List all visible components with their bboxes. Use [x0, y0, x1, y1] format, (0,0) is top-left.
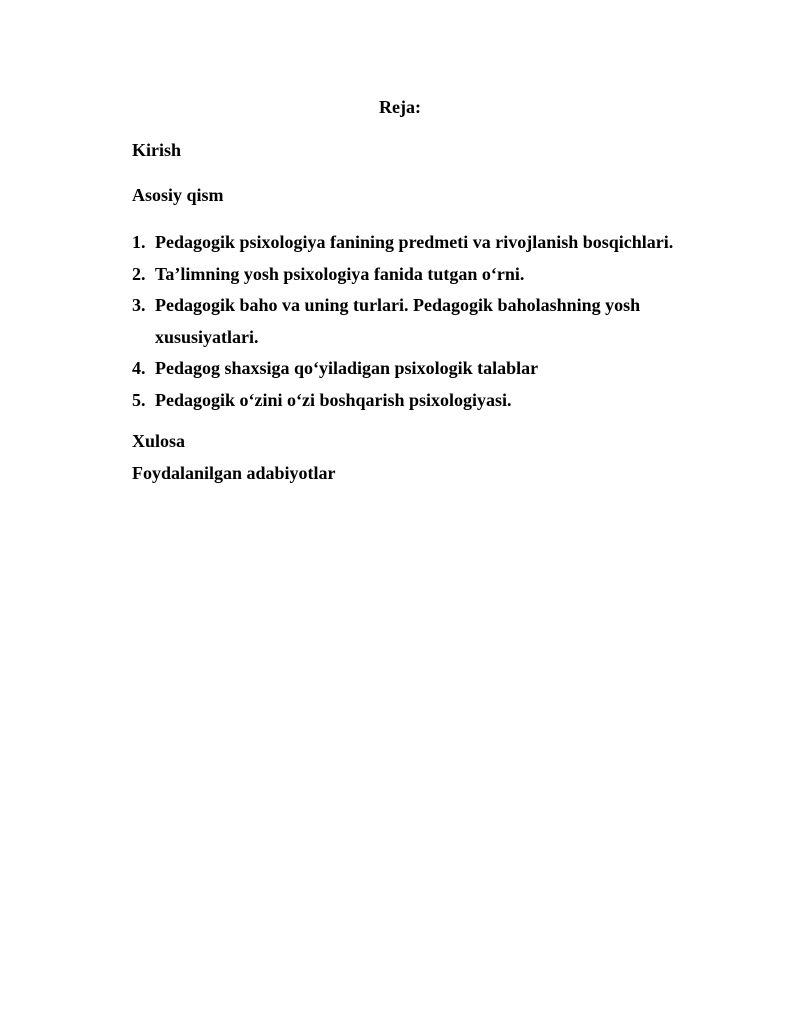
intro-heading: Kirish	[132, 140, 182, 160]
list-item-number: 3.	[132, 295, 146, 316]
plan-title: Reja:	[379, 97, 421, 117]
list-item-text: Pedagogik psixologiya fanining predmeti va rivojlanish bosqichlari.	[155, 232, 674, 252]
list-item-text: Ta’limning yosh psixologiya fanida tutgan o‘rni.	[155, 263, 525, 284]
main-part-list	[132, 227, 692, 417]
list-item-text: Pedagog shaxsiga qo‘yiladigan psixologik talablar	[155, 358, 539, 379]
references-heading: Foydalanilgan adabiyotlar	[132, 463, 336, 483]
list-item-number: 1.	[132, 232, 146, 252]
list-item	[132, 385, 692, 417]
list-item	[132, 227, 692, 259]
main-part-heading: Asosiy qism	[132, 185, 224, 205]
list-item-text: Pedagogik baho va uning turlari. Pedagogik baholashning yosh xususiyatlari.	[155, 295, 641, 347]
list-item	[132, 353, 692, 385]
list-item	[132, 259, 692, 291]
conclusion-heading: Xulosa	[132, 431, 186, 451]
list-item-number: 2.	[132, 263, 146, 284]
list-item-number: 5.	[132, 389, 146, 410]
list-item-text: Pedagogik o‘zini o‘zi boshqarish psixologiyasi.	[155, 389, 512, 410]
list-item-number: 4.	[132, 358, 146, 379]
list-item	[132, 290, 692, 353]
